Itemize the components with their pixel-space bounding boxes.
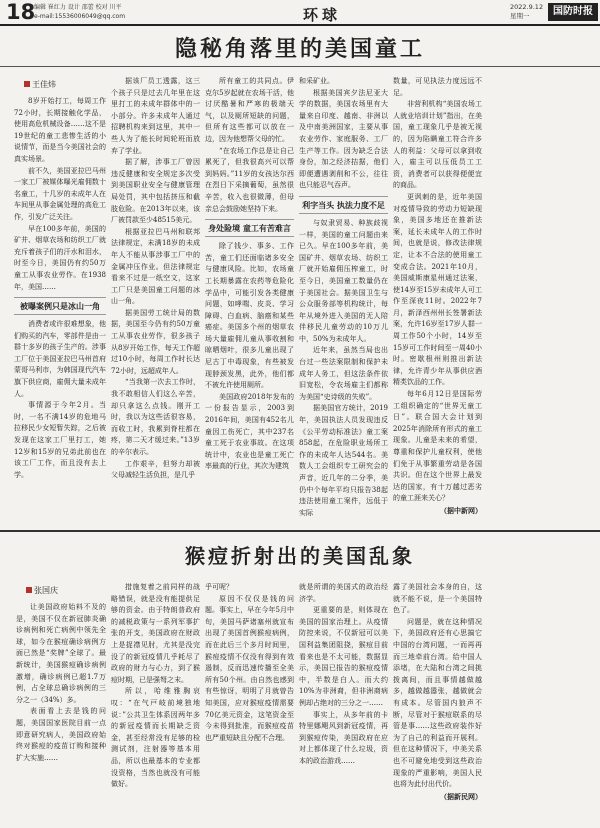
paragraph: 露了美国社会本身的自，这就不能不说，是一个美国特色了。 (393, 583, 482, 615)
article1-column-5 (393, 76, 482, 526)
article1-column-3 (205, 76, 294, 526)
paragraph: 事实上，从多年前的卡特里娜飓风到新冠疫情，再到猴痘传染，美国政府在应对上都体现了什么垃圾，资本的政治游戏…… (299, 710, 388, 765)
paragraph: 除了钱少、事多、工作苦，童工们还面临诸多安全与健康风险。比如，农场童工长期暴露在农药等危险化学品中，可能引发各类健康问题，如哮喘、皮炎、学习障碍、白血病、脑癌和某些癌症。美国多个州的烟草农场大量雇佣儿童从事收割和晾晒烟叶，很多儿童出现了尼古丁中毒现象，有些被发现脖颈发黑，此外，他们都不被允许使用厕所。 (205, 242, 294, 390)
byline-marker-icon (26, 587, 32, 593)
paragraph: 美国政府2018年发布的一份报告显示，2003到2016年间，美国有452名儿童因工伤死亡，其中237名童工死于农业事故。在这项统计中，农业也是童工死亡率最高的行业，其次为建筑 (205, 392, 294, 471)
newspaper-logo: 国防时报 (548, 3, 598, 21)
article1-byline (24, 78, 106, 92)
paragraph: 原因不仅仅是钱的问题。事实上，早在今年5月中旬，美国马萨诸塞州就宣布出现了美国首例猴痘病例，而在此后三个多月时间里，猴痘疫情不仅没有得到有效遏制，反而迅速传播至全美所有50个州。由自然也感到有些惊讶，明明了月就曾告知美国，应对猴痘疫情需要70亿美元资金，这笔资金至今未得到批准，而猴痘疫苗也严重短缺且分配不合理。 (205, 594, 294, 742)
article2-column-3 (205, 582, 294, 826)
paragraph: 事情源于今年2月。当时，一名不满14岁的危地马拉移民少女短暂失踪，之后被发现在这家工厂里打工，她12岁和15岁的兄弟此前也在该工厂工作，而且没有去上学。 (14, 401, 106, 479)
paragraph: 更重要的是，则体现在美国的国家治理上。从疫情防控来说，不仅新冠可以美国利益集团阻挠，猴痘目前看来也是不太可能，数据显示，美国已报告的猴痘疫情中，半数是白人。而大约10%为非洲裔，但非洲裔病例却占绝对的三分之一…… (299, 606, 388, 707)
paragraph: 和采矿业。 (299, 77, 334, 85)
paragraph: 所有童工的共同点。伊克尔5岁起就在农场干活，他讨厌酷暑和严寒的极端天气，以及厕所短缺的问题，但所有这些都可以放在一边，因为他想帮父母的忙。 (205, 77, 294, 143)
issue-weekday: 星期一 (510, 12, 530, 20)
byline-marker-icon (24, 81, 30, 87)
paragraph: 根据美国宾夕法尼亚大学的数据，美国农场里有大量来自印度、越南、非洲以及中南美洲国家，主要从事农业劳作、家庭服务、工厂生产等工作。因为缺乏合法身份，加之经济拮据，他们即便遭遇剥削和不公，往往也只能忍气吞声。 (299, 88, 388, 190)
paragraph: 前不久，美国亚拉巴马州一家工厂被媒体曝光雇佣数十名童工，十几岁的未成年人在车间里从事金属处理的高危工作，引发广泛关注。 (14, 166, 106, 221)
paragraph: 早在100多年前，美国的矿井、烟草农场和纺织工厂就充斥着孩子们的汗水和泪水，时至今日，美国仍有约50万童工从事农业劳作。在1938年，美国…… (14, 224, 106, 291)
paragraph: 消费者或许很难想象，他们购买的汽车，零部件是由一群十多岁的孩子生产的。涉事工厂位于美国亚拉巴马州首府蒙哥马利市，为韩国现代汽车旗下供应商，雇佣大量未成年人。 (14, 320, 106, 398)
paragraph: 所以，哈维雅胸哀叹：“在气戸岐前境独地说：”公共卫生体系因两年多的新冠疫情而长期缺乏资金，甚至经常没有足够的检测试剂，注射器等基本用品，所以也最基本的专业都没资格，当然也就没有可能做好。 (111, 687, 200, 789)
paragraph: 工作艰辛，但努力却被父母减轻生活负担，是几乎 (111, 459, 200, 480)
paragraph: 非营利机构“美国农场工人就业培训计划”指出，在美国，童工现象几乎是被无视的，因为陷瞒童工符合许多人的利益：父母可以拿到收入，雇主可以压低员工工资，消费者可以获得便便宜的商品。 (393, 100, 482, 190)
paragraph: 近年来，虽然当局也出台过一些法案限制和保护未成年人务工，但这法条件依旧宽松，令农场雇主们都称为美国“史诗级的失败”。 (299, 346, 388, 401)
editor-email: e-mail:15536006049@qq.com (34, 13, 126, 20)
paragraph: 数量，可见执法力度远远不足。 (393, 77, 482, 97)
article1-column-1 (14, 76, 106, 526)
paragraph: 8岁开始打工，每周工作72小时，长期接触化学品，使用高危机械设备……这不是19世纪的童工悲惨生活的小说情节，而是当今美国社会的真实场景。 (14, 97, 106, 163)
article2-byline (26, 584, 106, 598)
paragraph: “当我第一次去工作时，我不敢相信人们这么辛苦，却只拿这么点钱。刚开工时，我以为这些活很容易，而收工时，我累到脊柱都在疼，第二天才缓过来。”13岁的辛尔表示。 (111, 378, 200, 456)
article2-author: 张国庆 (34, 586, 58, 595)
issue-date-block (510, 3, 543, 21)
subheading: 利字当头 执法力度不足 (299, 196, 388, 214)
article2-title: 猴痘折射出的美国乱象 (185, 544, 415, 568)
paragraph: 每年6月12日是国际劳工组织确定的“世界无童工日”。联合国大会计划到2025年消除所有形式的童工现象。儿童是未来的希望，尊重和保护儿童权利，使他们免于从事繁重劳动是各国共识。但在这个世界上最发达的国家，有十万越过恶劣的童工涯来关心？ (393, 390, 482, 503)
paragraph: 据美国劳工统计局的数据，美国至今仍有约50万童工从事农业劳作，很多孩子从8岁开始工作，每天工作超过10小时，每周工作时长达72小时，远超成年人。 (111, 308, 200, 375)
article2-column-4 (299, 582, 388, 826)
paragraph: 表面看上去是钱的问题，美国国家医院目前一点即意研究病人，美国政府始终对猴痘的疫苗订购和接种扩大实施…… (16, 707, 106, 762)
article-divider (0, 530, 600, 532)
paragraph: 根据亚拉巴马州和联邦法律规定，未满18岁的未成年人不能从事涉事工厂中的金属冲压作业。但法律规定看来不过是一纸空文，这家工厂只是美国童工问题的冰山一角。 (111, 227, 200, 306)
subheading: 身处险境 童工有苦难言 (205, 219, 294, 237)
paragraph: 与奴隶贸易、种族歧视一样，美国的童工问题由来已久。早在100多年前，美国矿井、烟草农场、纺织工厂就开始雇佣压榨童工，时至今日，美国童工数量仍在于美国社会。据美国卫生与公众服务部等机构统计，每年从境外进入美国的无人陪伴移民儿童劳动的10万儿中，50%为未成年人。 (299, 218, 388, 343)
paragraph: 更讽刺的是，近年美国对疫情导致的劳动力短缺现象，美国多地还在推新法案，延长未成年人的工作时间，也就是说，修改法律规定，让本不合法的使用童工变成合法。2021年10月，美国威斯康星州通过法案，使14岁至15岁未成年人可工作至深夜11时。2022年7月，新泽西州州长签署新法案，允许16岁至17岁人群一周工作50个小时，14岁至15岁可工作时间至一周40小时。密歇根州则推出新法律，允许青少年从事供应酒精类饮品的工作。 (393, 192, 482, 387)
paragraph: 据美国官方统计，2019年，美国执法人员发现违反《公平劳动标准法》童工案858起，在危险职业场所工作的未成年人达544名。美数人工会组织专工研究会的声音，近几年的二分季，美仍中个每年平均只报告38起违法使用童工案件，远低于实际 (299, 404, 388, 517)
paragraph: 让美国政府始料不及的是，美国不仅在新冠肺炎确诊病例和死亡病例中领先全球，如今在猴痘确诊病例方面已然是“奖牌”全球了。最新统计，美国猴痘确诊病例激增，确诊病例已超1.7万例，占全球总确诊病例的三分之一（34%）多。 (16, 603, 106, 704)
editor-credits: 编辑 崔红力 设计 邵蕾 校对 川平 (34, 4, 122, 11)
paragraph: 据该厂员工透露，这三个孩子只是过去几年里在这里打工的未成年群体中的一小部分。许多未成年人通过招聘机构来到这里，其中一些人为了能长时间轮班而放弃了学业。 (111, 77, 200, 155)
paragraph: 就是所谓的美国式的政治经济学。 (299, 583, 388, 603)
paragraph: 问题是，就在这种情况下，美国政府还有心思搞它中国的台湾问题，一而再再而三地牵前台湾。给中国人添堵，在大陆和台湾之间挑拨离间，而且事情越做越多，越做越嚣张，越做就会有成本。尽管国内狼声不断，尽管对于猴痘联系的尽管是事……这些政府装作好为了自己的利益而开展利。但在这种情况下，中美关系也不可避免地受到这些政治现象的严重影响，美国人民也将为此付出代价。 (393, 617, 482, 789)
article1-column-4 (299, 76, 388, 526)
issue-date: 2022.9.12 (510, 3, 544, 11)
article1-source: （据中新网） (440, 505, 482, 515)
article1-column-2 (111, 76, 200, 526)
paragraph: 据了解，涉事工厂曾因违反健康和安全规定多次受到美国职业安全与健康管理局处罚，其中包括挤压和截肢危险。在2013年以来，该厂被罚款至少48515美元。 (111, 158, 200, 225)
article2-column-2 (111, 582, 200, 826)
paragraph: 措施复着之前同样的战略错误，就是没有能提供足够的资金。由于特朗普政府的减税政策与一系列军事扩张的开支，美国政府在财政上是捉襟见肘，尤其是没完没了的新冠疫情几乎耗尽了政府的财力与心力，到了猴痘时期，已是强弩之末。 (111, 583, 200, 684)
article1-author: 王佳炜 (32, 80, 56, 89)
paragraph: 乎可呢？ (205, 583, 233, 591)
paragraph: “在农场工作总是让自己累死了，但我很高兴可以帮到妈妈。”11岁的女孩达尔西在烈日下采摘葡萄，虽然很辛苦，收入也很微薄，但母亲总会鼓励她坚持下来。 (205, 146, 294, 213)
article2-column-5 (393, 582, 482, 826)
section-title: 环球 (302, 6, 341, 24)
header-bar (0, 0, 600, 26)
page-number: 18 (6, 0, 36, 24)
subheading: 被曝案例只是冰山一角 (14, 297, 106, 315)
article2-column-1 (16, 582, 106, 826)
article2-source: （据新民网） (440, 791, 482, 801)
title-divider (0, 66, 600, 67)
article1-title: 隐秘角落里的美国童工 (174, 36, 425, 62)
